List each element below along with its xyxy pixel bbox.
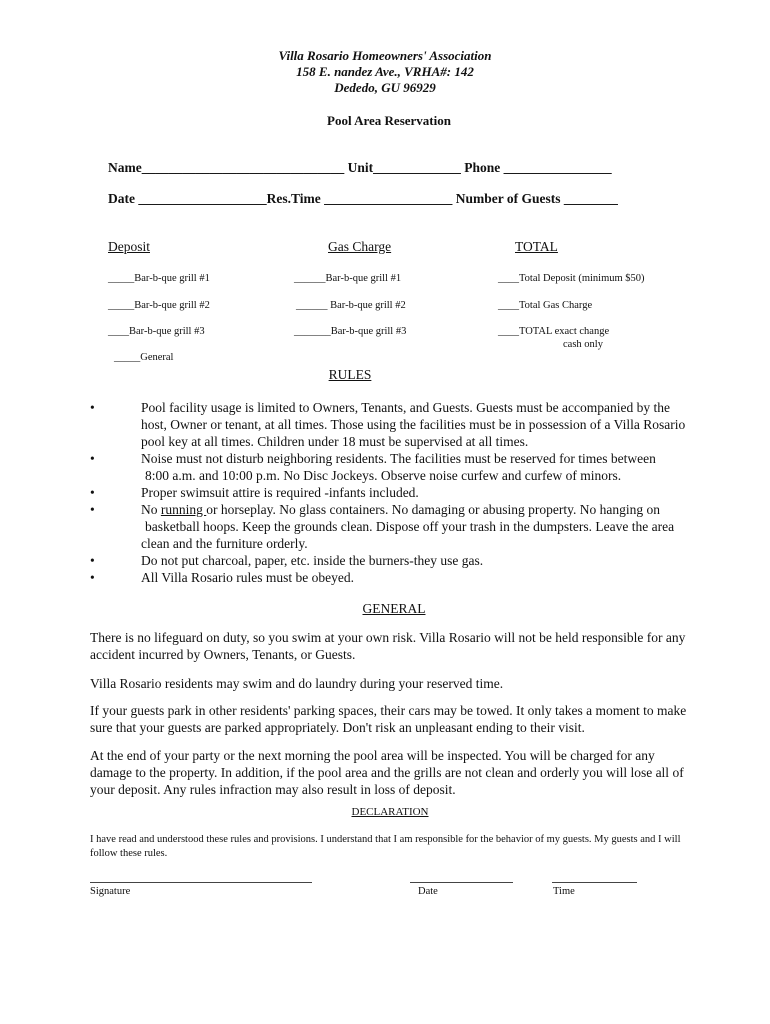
bullet-icon: • [90, 502, 95, 517]
gas-grill-1[interactable]: ______Bar-b-que grill #1 [294, 273, 402, 284]
org-name: Villa Rosario Homeowners' Association [278, 48, 492, 63]
date-label: Date [418, 886, 438, 897]
rule-text: No [141, 502, 161, 517]
org-address: 158 E. nandez Ave., VRHA#: 142 [296, 64, 474, 79]
bullet-icon: • [90, 485, 95, 500]
deposit-grill-2[interactable]: _____Bar-b-que grill #2 [108, 300, 210, 311]
rule-item [90, 569, 690, 586]
rule-text: Do not put charcoal, paper, etc. inside the burners-they use gas. [141, 553, 484, 568]
form-title: Pool Area Reservation [327, 113, 451, 128]
rules-list [90, 399, 690, 586]
rule-text: basketball hoops. Keep the grounds clean. Dispose off your trash in the dumpsters. Leave the area [145, 519, 675, 534]
org-city: Dededo, GU 96929 [334, 80, 436, 95]
total-heading: TOTAL [515, 239, 558, 254]
gas-grill-3[interactable]: _______Bar-b-que grill #3 [294, 326, 407, 337]
bullet-icon: • [90, 451, 95, 466]
gas-charge-heading: Gas Charge [328, 239, 392, 254]
general-heading: GENERAL [362, 601, 426, 616]
deposit-grill-3[interactable]: ____Bar-b-que grill #3 [108, 326, 205, 337]
general-paragraph-3: If your guests park in other residents' parking spaces, their cars may be towed. It only takes a moment to make sure that your guests are parked appropriately. Don't risk an unpleasant ending to their visit. [90, 703, 687, 735]
date-line[interactable] [410, 882, 513, 883]
deposit-heading: Deposit [108, 239, 150, 254]
time-line[interactable] [552, 882, 637, 883]
rule-item [90, 399, 690, 450]
declaration-heading: DECLARATION [351, 806, 429, 818]
total-exact-change[interactable]: ____TOTAL exact change [498, 326, 610, 337]
rule-item [90, 484, 690, 501]
total-gas-charge[interactable]: ____Total Gas Charge [498, 300, 593, 311]
name-unit-phone-fields[interactable]: Name______________________________ Unit_____________ Phone ________________ [108, 160, 612, 175]
rule-item [90, 552, 690, 569]
signature-line[interactable] [90, 882, 312, 883]
time-label: Time [553, 886, 575, 897]
bullet-icon: • [90, 553, 95, 568]
rule-text: or horseplay. No glass containers. No damaging or abusing property. No hanging on [206, 502, 661, 517]
total-deposit[interactable]: ____Total Deposit (minimum $50) [498, 273, 645, 284]
declaration-text: I have read and understood these rules and provisions. I understand that I am responsible for the behavior of my guests. My guests and I will follow these rules. [90, 834, 681, 859]
rule-text: All Villa Rosario rules must be obeyed. [141, 570, 355, 585]
rule-text: clean and the furniture orderly. [141, 536, 308, 551]
rule-item [90, 501, 690, 552]
rule-text: Pool facility usage is limited to Owners, Tenants, and Guests. Guests must be accompanied by the host, Owner or tenant, at all times. Those using the facilities must be in possession of a Villa Rosario pool key at all times. Children under 18 must be supervised at all times. [141, 400, 686, 449]
rule-text: 8:00 a.m. and 10:00 p.m. No Disc Jockeys. Observe noise curfew and curfew of minors. [145, 468, 622, 483]
rule-text-underlined: running [160, 502, 207, 517]
bullet-icon: • [90, 400, 95, 415]
bullet-icon: • [90, 570, 95, 585]
rules-heading: RULES [328, 367, 372, 382]
general-paragraph-1: There is no lifeguard on duty, so you swim at your own risk. Villa Rosario will not be held responsible for any accident incurred by Owners, Tenants, or Guests. [90, 630, 686, 662]
gas-grill-2[interactable]: ______ Bar-b-que grill #2 [296, 300, 406, 311]
date-time-guests-fields[interactable]: Date ___________________Res.Time ___________________ Number of Guests ________ [108, 191, 618, 206]
total-cash-only: cash only [563, 339, 603, 350]
rule-text: Proper swimsuit attire is required -infants included. [141, 485, 419, 500]
general-paragraph-4: At the end of your party or the next morning the pool area will be inspected. You will be charged for any damage to the property. In addition, if the pool area and the grills are not clean and orderly you will lose all of your deposit. Any rules infraction may also result in loss of deposit. [90, 748, 684, 797]
rule-item [90, 450, 690, 484]
deposit-grill-1[interactable]: _____Bar-b-que grill #1 [108, 273, 210, 284]
general-paragraph-2: Villa Rosario residents may swim and do laundry during your reserved time. [90, 676, 504, 691]
signature-label: Signature [90, 886, 131, 897]
rule-text: Noise must not disturb neighboring residents. The facilities must be reserved for times between [141, 451, 656, 466]
deposit-general[interactable]: _____General [114, 352, 174, 363]
